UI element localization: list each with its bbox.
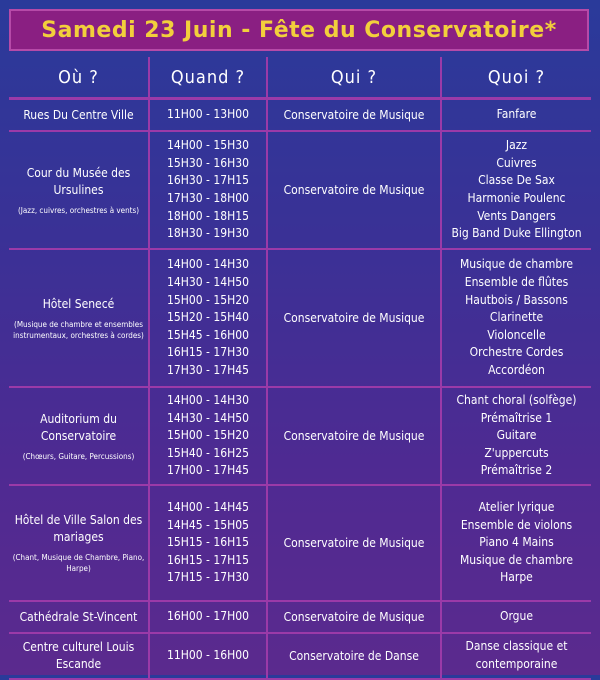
activity-item: Z'uppercuts bbox=[484, 445, 549, 460]
time-slot: 15H30 - 16H30 bbox=[167, 155, 249, 170]
cell-quoi bbox=[442, 132, 591, 250]
header-qui: Qui ? bbox=[268, 57, 442, 100]
time-slot: 17H30 - 18H00 bbox=[167, 191, 249, 205]
time-slot: 16H15 - 17H15 bbox=[167, 552, 249, 567]
cell-qui: Conservatoire de Danse bbox=[268, 634, 442, 680]
activity-item: Vents Dangers bbox=[477, 208, 556, 223]
header-quand: Quand ? bbox=[150, 57, 268, 100]
cell-quoi bbox=[442, 486, 591, 602]
cell-qui: Conservatoire de Musique bbox=[268, 100, 442, 132]
activity-item: Piano 4 Mains bbox=[479, 535, 554, 550]
cell-quand bbox=[150, 388, 268, 486]
table-row bbox=[9, 132, 591, 250]
cell-quand bbox=[150, 100, 268, 132]
cell-ou bbox=[9, 132, 150, 250]
venue-name: Cathédrale St-Vincent bbox=[19, 609, 138, 624]
time-slot: 17H30 - 17H45 bbox=[167, 362, 249, 377]
cell-qui: Conservatoire de Musique bbox=[268, 250, 442, 388]
table-row bbox=[9, 388, 591, 486]
cell-qui: Conservatoire de Musique bbox=[268, 486, 442, 602]
venue-note: (Chant, Musique de Chambre, Piano, Harpe) bbox=[12, 553, 145, 573]
page-title: Samedi 23 Juin - Fête du Conservatoire* bbox=[41, 17, 557, 43]
venue-name: Hôtel de Ville Salon des mariages bbox=[14, 513, 143, 544]
time-slot: 14H30 - 14H50 bbox=[167, 275, 249, 290]
activity-item: Fanfare bbox=[496, 107, 537, 122]
cell-ou bbox=[9, 486, 150, 602]
time-slot: 14H00 - 14H30 bbox=[167, 393, 249, 408]
activity-item: Orgue bbox=[499, 609, 534, 624]
time-slot: 17H00 - 17H45 bbox=[167, 463, 249, 478]
time-slot: 17H15 - 17H30 bbox=[167, 570, 249, 585]
header-row bbox=[9, 57, 591, 100]
table-row bbox=[9, 602, 591, 634]
activity-item: Accordéon bbox=[488, 362, 545, 377]
venue-name: Rues Du Centre Ville bbox=[23, 107, 134, 122]
cell-qui: Conservatoire de Musique bbox=[268, 132, 442, 250]
cell-quoi bbox=[442, 634, 591, 680]
venue-name: Auditorium du Conservatoire bbox=[40, 411, 117, 443]
activity-item: Ensemble de flûtes bbox=[464, 275, 569, 290]
cell-quand bbox=[150, 486, 268, 602]
activity-item: Atelier lyrique bbox=[478, 500, 555, 515]
venue-name: Centre culturel Louis Escande bbox=[22, 640, 135, 671]
cell-quand bbox=[150, 132, 268, 250]
time-slot: 15H15 - 16H15 bbox=[167, 535, 249, 550]
cell-quoi bbox=[442, 100, 591, 132]
activity-item: Musique de chambre bbox=[459, 257, 574, 272]
activity-item: Prémaîtrise 1 bbox=[480, 410, 553, 425]
cell-quand bbox=[150, 250, 268, 388]
venue-note: (Musique de chambre et ensembles instrumentaux, orchestres à cordes) bbox=[13, 319, 144, 340]
activity-item: Prémaîtrise 2 bbox=[480, 463, 553, 478]
venue-note: (Jazz, cuivres, orchestres à vents) bbox=[17, 205, 140, 215]
cell-quoi bbox=[442, 250, 591, 388]
table-row bbox=[9, 486, 591, 602]
activity-item: Violoncelle bbox=[487, 327, 546, 342]
time-slot: 11H00 - 16H00 bbox=[167, 648, 249, 663]
activity-item: Harpe bbox=[500, 570, 533, 585]
activity-item: Danse classique et contemporaine bbox=[465, 639, 568, 671]
header-ou: Où ? bbox=[9, 57, 150, 100]
cell-quand bbox=[150, 634, 268, 680]
cell-ou bbox=[9, 634, 150, 680]
activity-item: Cuivres bbox=[496, 155, 537, 170]
time-slot: 14H45 - 15H05 bbox=[167, 517, 249, 532]
cell-qui: Conservatoire de Musique bbox=[268, 602, 442, 634]
activity-item: Ensemble de violons bbox=[460, 517, 573, 532]
activity-item: Musique de chambre bbox=[459, 552, 574, 567]
time-slot: 11H00 - 13H00 bbox=[167, 107, 249, 122]
time-slot: 16H15 - 17H30 bbox=[167, 345, 249, 360]
activity-item: Classe De Sax bbox=[478, 173, 555, 188]
time-slot: 15H40 - 16H25 bbox=[167, 445, 249, 460]
cell-qui: Conservatoire de Musique bbox=[268, 388, 442, 486]
time-slot: 18H30 - 19H30 bbox=[167, 226, 249, 241]
time-slot: 14H30 - 14H50 bbox=[167, 410, 249, 425]
time-slot: 15H20 - 15H40 bbox=[167, 310, 249, 325]
cell-ou bbox=[9, 100, 150, 132]
activity-item: Clarinette bbox=[489, 310, 544, 325]
header-quoi: Quoi ? bbox=[442, 57, 591, 100]
activity-item: Jazz bbox=[505, 138, 528, 153]
time-slot: 14H00 - 14H45 bbox=[167, 500, 249, 515]
schedule-table bbox=[9, 57, 591, 680]
cell-ou bbox=[9, 250, 150, 388]
activity-item: Guitare bbox=[496, 428, 537, 443]
time-slot: 18H00 - 18H15 bbox=[167, 208, 249, 223]
activity-item: Big Band Duke Ellington bbox=[451, 226, 582, 241]
activity-item: Chant choral (solfège) bbox=[456, 393, 577, 408]
venue-name: Hôtel Senecé bbox=[42, 296, 115, 311]
activity-item: Orchestre Cordes bbox=[469, 345, 564, 360]
venue-name: Cour du Musée des Ursulines bbox=[26, 165, 131, 197]
title-banner bbox=[9, 9, 589, 51]
table-row bbox=[9, 634, 591, 680]
time-slot: 15H45 - 16H00 bbox=[167, 327, 249, 342]
time-slot: 15H00 - 15H20 bbox=[167, 428, 249, 443]
time-slot: 14H00 - 14H30 bbox=[167, 257, 249, 272]
time-slot: 14H00 - 15H30 bbox=[167, 138, 249, 153]
venue-note: (Chœurs, Guitare, Percussions) bbox=[22, 451, 135, 461]
time-slot: 16H30 - 17H15 bbox=[167, 173, 249, 188]
cell-ou bbox=[9, 602, 150, 634]
time-slot: 16H00 - 17H00 bbox=[167, 609, 249, 624]
cell-quoi bbox=[442, 602, 591, 634]
cell-quand bbox=[150, 602, 268, 634]
cell-quoi bbox=[442, 388, 591, 486]
time-slot: 15H00 - 15H20 bbox=[167, 292, 249, 307]
activity-item: Harmonie Poulenc bbox=[467, 191, 566, 205]
activity-item: Hautbois / Bassons bbox=[465, 292, 568, 307]
table-row bbox=[9, 100, 591, 132]
cell-ou bbox=[9, 388, 150, 486]
table-row bbox=[9, 250, 591, 388]
